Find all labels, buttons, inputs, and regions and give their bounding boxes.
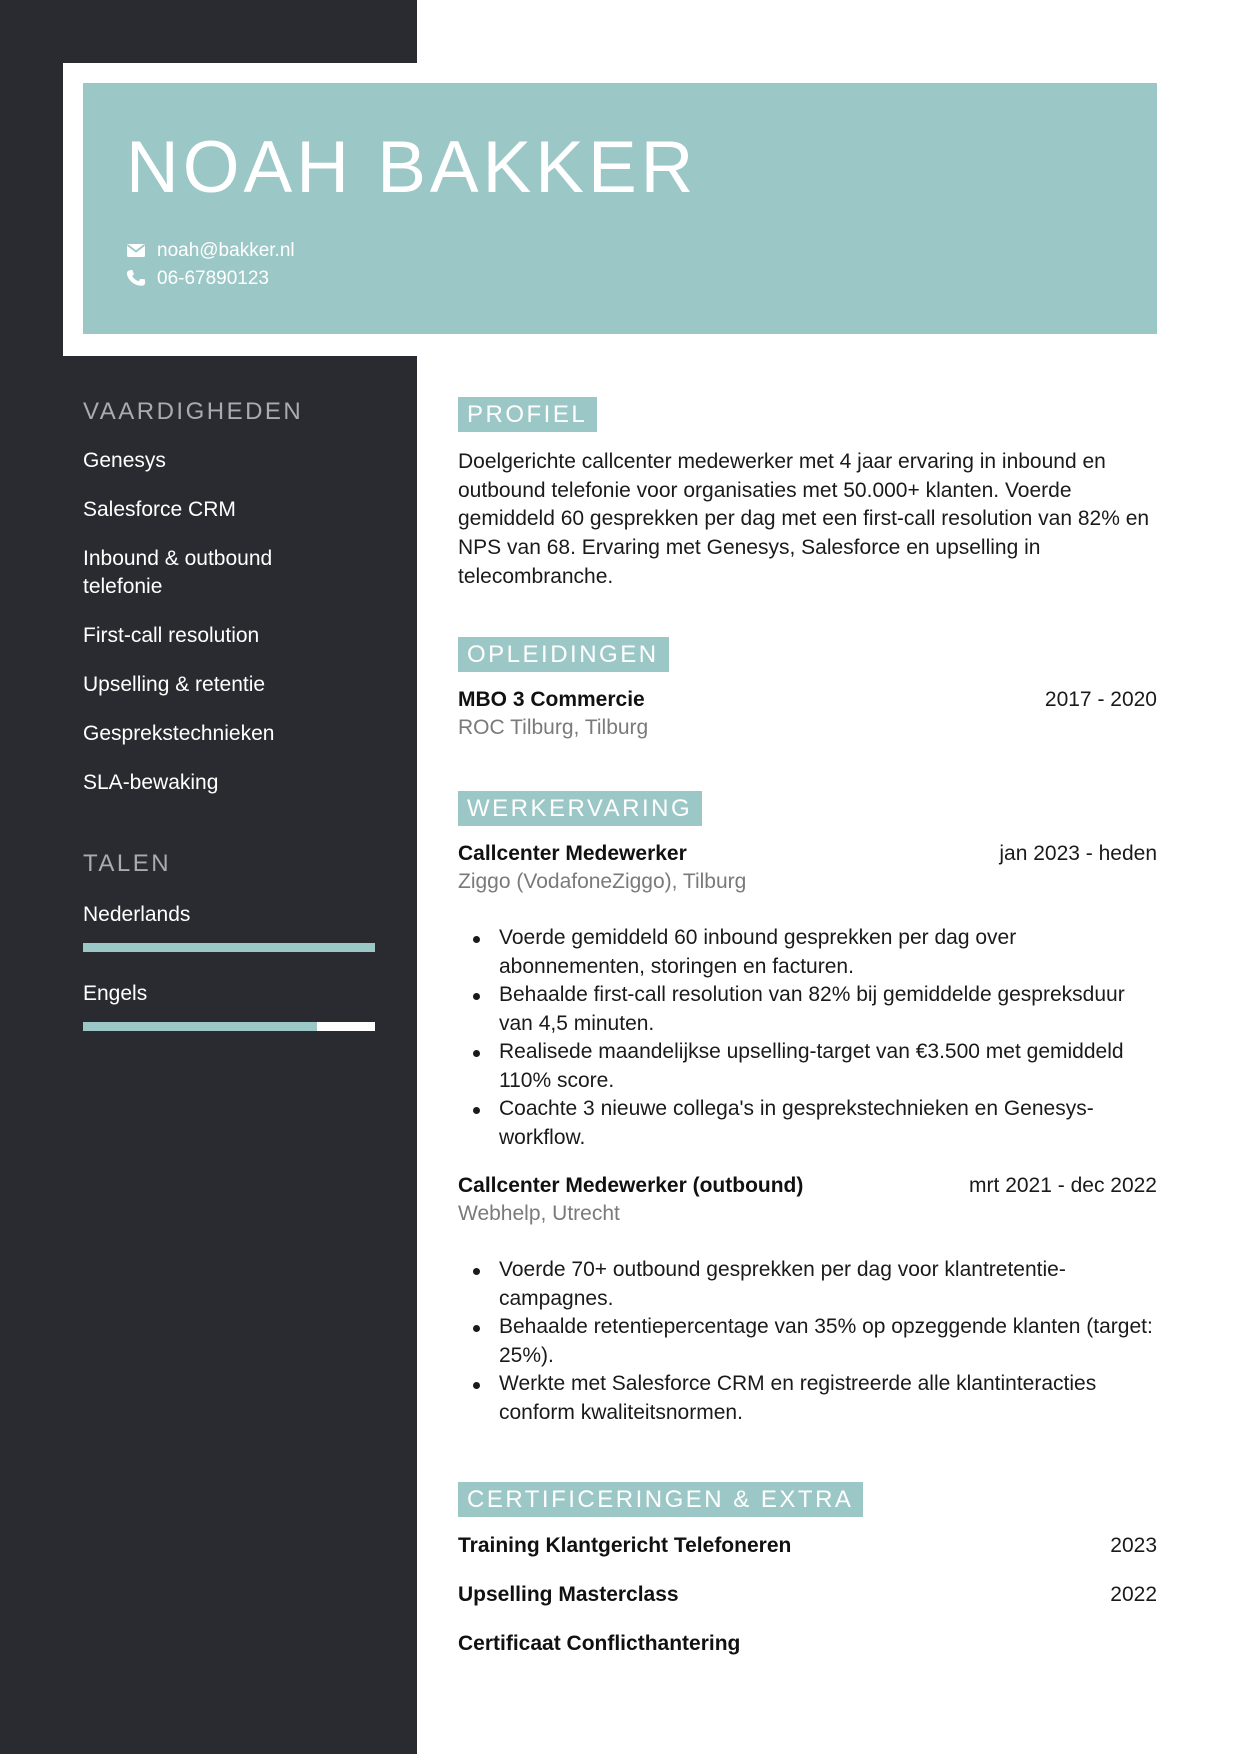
job-item — [458, 840, 1157, 1152]
skills-section — [83, 400, 383, 797]
languages-section — [83, 852, 383, 1031]
language-level-fill — [83, 943, 375, 952]
degree-name: MBO 3 Commercie — [458, 688, 645, 711]
job-role: Callcenter Medewerker — [458, 842, 687, 865]
envelope-icon — [126, 240, 146, 260]
education-header — [458, 686, 1157, 714]
language-level-bar — [83, 943, 375, 952]
certification-year: 2022 — [1110, 1583, 1157, 1606]
profile-section — [458, 397, 1157, 592]
language-name: Nederlands — [83, 903, 191, 926]
skills-list — [83, 447, 383, 797]
bullet-item: Behaalde first-call resolution van 82% bij gemiddelde gespreksduur van 4,5 minuten. — [499, 981, 1157, 1038]
certifications-title: CERTIFICERINGEN & EXTRA — [458, 1482, 863, 1517]
certifications-section — [458, 1482, 1157, 1658]
language-level-fill — [83, 1022, 317, 1031]
language-item — [83, 980, 383, 1031]
candidate-name: NOAH BAKKER — [126, 127, 698, 208]
header — [83, 83, 1157, 334]
bullet-item: Werkte met Salesforce CRM en registreerde alle klantinteracties conform kwaliteitsnormen. — [499, 1370, 1157, 1427]
language-item — [83, 901, 383, 952]
certification-name: Certificaat Conflicthantering — [458, 1632, 741, 1655]
profile-text: Doelgerichte callcenter medewerker met 4 jaar ervaring in inbound en outbound telefonie voor organisaties met 50.000+ klanten. Voerde gemiddeld 60 gesprekken per dag met een first-call resolution van 82% en NPS van 68. Ervaring met Genesys, Salesforce en upselling in telecombranche. — [458, 450, 1150, 588]
job-role: Callcenter Medewerker (outbound) — [458, 1174, 804, 1197]
job-dates: jan 2023 - heden — [999, 842, 1157, 865]
phone-text[interactable]: 06-67890123 — [157, 267, 269, 289]
phone-icon — [126, 268, 146, 288]
education-title: OPLEIDINGEN — [458, 637, 669, 672]
certification-item — [458, 1630, 1157, 1658]
skills-title: VAARDIGHEDEN — [83, 398, 304, 425]
experience-section — [458, 791, 1157, 1427]
experience-title: WERKERVARING — [458, 791, 702, 826]
skill-item: Gesprekstechnieken — [83, 722, 275, 745]
certification-item — [458, 1581, 1157, 1609]
phone-contact — [126, 268, 269, 288]
email-contact — [126, 240, 295, 260]
job-dates: mrt 2021 - dec 2022 — [969, 1174, 1157, 1197]
job-header — [458, 840, 1157, 868]
bullet-item: Voerde gemiddeld 60 inbound gesprekken per dag over abonnementen, storingen en facturen. — [499, 924, 1157, 981]
skill-item: Genesys — [83, 449, 166, 472]
skill-item: Upselling & retentie — [83, 673, 266, 696]
language-name: Engels — [83, 982, 148, 1005]
school-name: ROC Tilburg, Tilburg — [458, 716, 649, 739]
job-header — [458, 1172, 1157, 1200]
job-item — [458, 1172, 1157, 1427]
job-company: Ziggo (VodafoneZiggo), Tilburg — [458, 870, 747, 893]
email-text[interactable]: noah@bakker.nl — [157, 239, 295, 261]
skill-item: Salesforce CRM — [83, 498, 236, 521]
bullet-item: Voerde 70+ outbound gesprekken per dag voor klantretentie-campagnes. — [499, 1256, 1157, 1313]
job-bullets — [458, 1256, 1157, 1427]
education-item — [458, 686, 1157, 742]
skill-item: First-call resolution — [83, 624, 260, 647]
job-company: Webhelp, Utrecht — [458, 1202, 620, 1225]
bullet-item: Coachte 3 nieuwe collega's in gesprekstechnieken en Genesys-workflow. — [499, 1095, 1157, 1152]
certification-year: 2023 — [1110, 1534, 1157, 1557]
skill-item: Inbound & outbound telefonie — [83, 547, 273, 598]
bullet-item: Realisede maandelijkse upselling-target van €3.500 met gemiddeld 110% score. — [499, 1038, 1157, 1095]
language-level-bar — [83, 1022, 375, 1031]
certification-name: Upselling Masterclass — [458, 1583, 679, 1606]
profile-title: PROFIEL — [458, 397, 597, 432]
job-bullets — [458, 924, 1157, 1152]
education-dates: 2017 - 2020 — [1044, 688, 1157, 711]
languages-title: TALEN — [83, 850, 172, 877]
certification-name: Training Klantgericht Telefoneren — [458, 1534, 792, 1557]
skill-item: SLA-bewaking — [83, 771, 219, 794]
education-section — [458, 637, 1157, 742]
bullet-item: Behaalde retentiepercentage van 35% op opzeggende klanten (target: 25%). — [499, 1313, 1157, 1370]
certification-item — [458, 1532, 1157, 1560]
